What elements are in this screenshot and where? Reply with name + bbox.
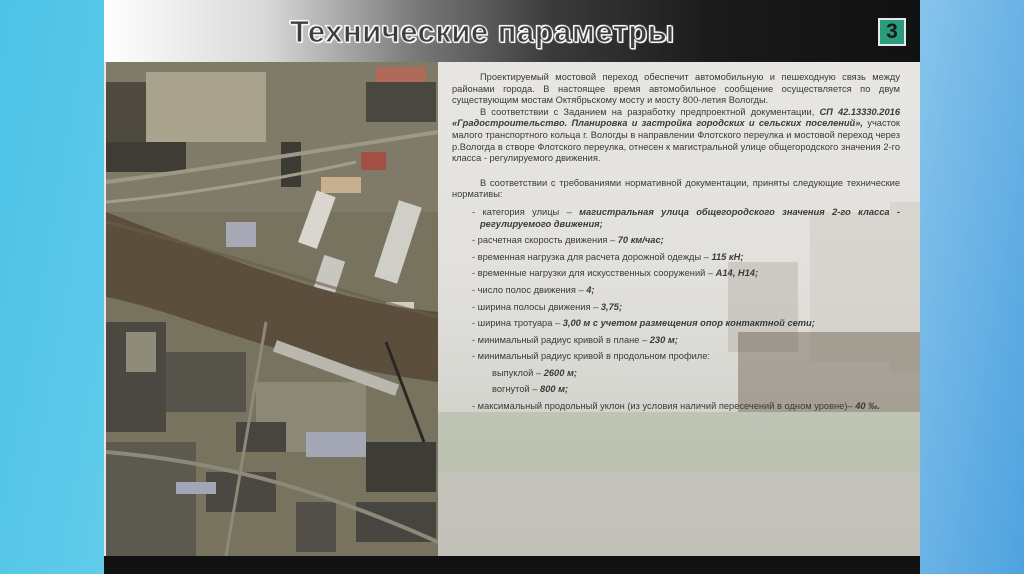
list-item: - временные нагрузки для искусственных сооружений – А14, Н14; bbox=[472, 268, 759, 279]
list-item: - минимальный радиус кривой в плане – 230 м; bbox=[472, 334, 678, 345]
list-item: - временная нагрузка для расчета дорожной одежды – 115 кН; bbox=[472, 251, 744, 262]
list-item: - минимальный радиус кривой в продольном профиле: bbox=[472, 351, 710, 362]
slide bbox=[104, 0, 920, 574]
list-item: - категория улицы – магистральная улица общегородского значения 2-го класса - регулируемого движения; bbox=[472, 206, 901, 229]
technical-text bbox=[452, 72, 900, 413]
list-item: - ширина полосы движения – 3,75; bbox=[472, 301, 623, 312]
list-item: - максимальный продольный уклон (из условия наличий пересечений в одном уровне)– 40 ‰. bbox=[472, 401, 881, 412]
slide-title: Технические параметры bbox=[290, 14, 675, 49]
sub-list-item: выпуклой – 2600 м; bbox=[492, 367, 577, 378]
text-panel bbox=[438, 62, 920, 556]
paragraph: В соответствии с требованиями нормативной документации, приняты следующие технические нормативы: bbox=[452, 177, 900, 200]
sub-list-item: вогнутой – 800 м; bbox=[492, 384, 569, 395]
satellite-map-image bbox=[106, 62, 438, 556]
list-item: - число полос движения – 4; bbox=[472, 284, 595, 295]
slide-bottom-bar bbox=[104, 556, 920, 574]
background-road bbox=[438, 472, 920, 556]
paragraph: В соответствии с Заданием на разработку предпроектной документации, СП 42.13330.2016 «Градостроительство. Планировка и застройка городских и сельских поселений», участок малого транспортного кольца г. Вологды в направлении Флотского переулка и мостовой переход через р.Вологда в створе Флотского переулка, отнесен к магистральной улице общегородского значения 2-го класса - регулируемого движения. bbox=[452, 106, 900, 164]
list-item: - ширина тротуара – 3,00 м с учетом размещения опор контактной сети; bbox=[472, 318, 815, 329]
paragraph: Проектируемый мостовой переход обеспечит автомобильную и пешеходную связь между районами города. В настоящее время автомобильное сообщение осуществляется по двум существующим мостам Октябрьскому мосту и мосту 800-летия Вологды. bbox=[452, 72, 900, 106]
page-number-badge: 3 bbox=[878, 18, 906, 46]
map-graphic bbox=[106, 62, 438, 556]
slide-header bbox=[104, 0, 920, 62]
list-item: - расчетная скорость движения – 70 км/час; bbox=[472, 235, 664, 246]
background-grass bbox=[438, 412, 920, 472]
